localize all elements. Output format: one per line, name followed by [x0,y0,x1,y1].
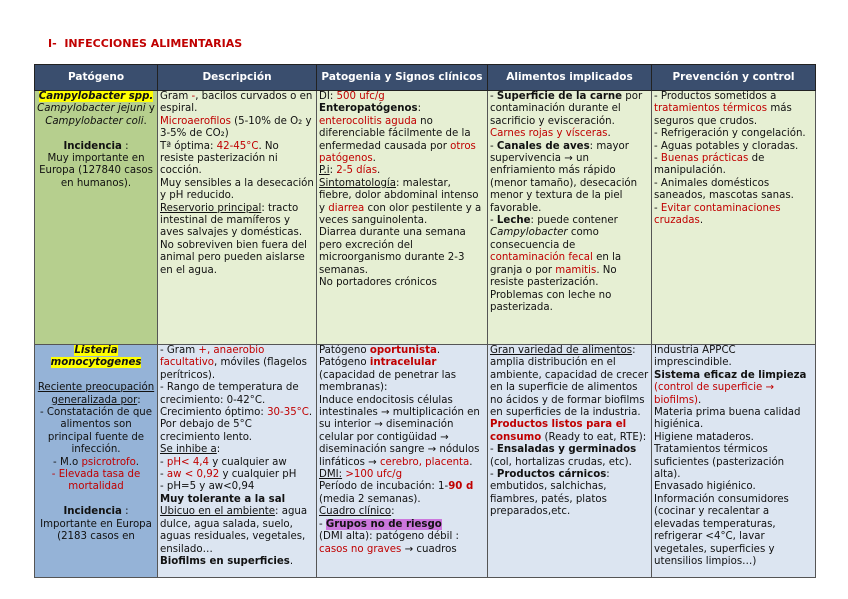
row-campylobacter [35,91,816,345]
desc-text: Ubicuo en el ambiente [160,506,276,518]
desc-text: - pH=5 y aw<0,94 [160,481,255,493]
pato-text: cerebro, placenta [379,456,470,468]
prev-text: Industria APPCC imprescindible. [654,345,736,369]
cell-alim-listeria [488,345,652,578]
prev-text: (control de superficie → biofilms) [654,382,775,406]
species-join: y [145,103,155,115]
pato-text: 2-5 días [336,165,378,177]
header-patogenia: Patogenia y Signos clínicos [317,65,488,91]
cell-pathogen-campylobacter [35,91,158,345]
desc-text: : tracto intestinal de mamíferos y aves salvajes y domésticas. [160,202,303,239]
alim-text: Superficie de la carne [496,91,623,102]
alim-text: por contaminación durante el sacrificio y evisceración. [490,91,643,127]
pato-text: No portadores crónicos [319,277,437,289]
prev-text: Información consumidores (cocinar y recalentar a elevadas temperaturas, refrigerar <4°C, lavar vegetales, superficies y utensilios limpios…) [654,493,789,567]
prev-text: . [697,394,702,406]
pato-text: Grupos no de riesgo [325,518,442,530]
pat-text: : [137,394,141,406]
incidence-label: Incidencia [63,140,122,152]
pato-text: (capacidad de penetrar las membranas): [319,369,457,394]
pato-text: . [436,345,441,356]
desc-text: No sobreviven bien fuera del animal pero pueden aislarse en el agua. [160,239,307,276]
prev-text: Evitar contaminaciones cruzadas [654,202,781,227]
pato-text: casos no graves [319,543,402,555]
pato-text: oportunista [369,345,437,356]
prev-text: . [699,215,704,227]
pathogen-name: Listeria monocytogenes [50,345,142,369]
desc-text: . Por debajo de 5°C crecimiento lento. [160,407,313,443]
pato-text: . [372,153,376,165]
alim-text: Productos cárnicos [496,469,607,481]
title-text: INFECCIONES ALIMENTARIAS [64,37,243,50]
alim-text: mamitis [555,264,597,276]
pato-text: >100 ufc/g [342,469,403,481]
cell-pato-campylobacter [317,91,488,345]
pato-text: Induce endocitosis células intestinales → multiplicación en su interior → diseminación celular por contigüidad → diseminación sangre → nódulos linfáticos → [319,394,480,468]
alim-text: Carnes rojas y vísceras [490,128,608,140]
incidence-label: Incidencia [63,506,122,518]
alim-text: - [490,140,497,152]
cell-pato-listeria [317,345,488,578]
prev-text: - [654,153,661,165]
pato-text: Período de incubación: 1- [319,481,449,493]
cell-desc-listeria [158,345,317,578]
alim-text: : embutidos, salchichas, fiambres, patés, platos preparados,etc. [490,469,610,518]
alim-text: Problemas con leche no pasterizada. [490,289,612,313]
pato-text: 90 d [448,481,474,493]
pato-text: : malestar, fiebre, dolor abdominal intenso y [319,177,479,214]
desc-text: 30-35°C [267,407,309,419]
alim-text: (Ready to eat, RTE): [541,431,647,443]
pato-text: → cuadros [401,543,457,555]
desc-text: Biofilms en superficies [160,555,290,567]
pathogen-name: Campylobacter spp. [38,91,154,102]
pato-text: : [417,103,422,115]
alim-text: : amplia distribución en el ambiente, capacidad de crecer en la superficie de alimentos no ácidos y de formar biofilms en superficies de la industria. [490,345,649,419]
desc-text: - Rango de temperatura de crecimiento: 0-42°C. [160,382,299,406]
alim-text: Gran variedad de alimentos [490,345,633,356]
pato-text: 500 ufc/g [336,91,385,102]
desc-text: - [191,91,196,102]
pato-text: . [377,165,381,177]
pato-text: otros patógenos [319,140,476,165]
alim-text: - [490,215,497,227]
pat-text: . [135,456,139,468]
desc-text: (5-10% de O₂ y 3-5% de CO₂) [160,115,312,140]
prev-text: - [654,202,661,214]
cell-prev-campylobacter [652,91,816,345]
alim-text: . [607,128,611,140]
prev-text: - Refrigeración y congelación. [654,128,806,140]
pato-text: con olor pestilente y a veces sanguinolenta. [319,202,482,227]
alim-text: : puede contener [530,215,618,227]
pat-text: - M.o [53,456,82,468]
desc-text: pH< 4,4 [166,456,210,468]
desc-text: . No resiste pasterización ni cocción. [160,140,279,177]
species-1: Campylobacter jejuni [37,103,146,115]
alim-text: : mayor supervivencia → un enfriamiento más rápido (menor tamaño), desecación menor y textura de la piel favorable. [490,140,638,214]
alim-text: Productos listos para el consumo [490,419,627,443]
desc-text: : [216,444,221,456]
desc-text: +, anaerobio facultativo [160,345,265,369]
pato-text: P.i [319,165,330,177]
pat-text: - Constatación de que alimentos son principal fuente de infección. [39,407,153,456]
desc-text: - Gram [160,345,199,356]
pato-text: (DMI alta): patógeno débil : [319,531,459,543]
desc-text: Crecimiento óptimo: [160,407,268,419]
row-listeria [35,345,816,578]
pato-text: Sintomatología [319,177,396,189]
pat-text: - Elevada tasa de mortalidad [51,469,141,493]
desc-text: : agua dulce, agua salada, suelo, aguas residuales, vegetales, ensilado… [160,506,308,555]
prev-text: Tratamientos térmicos suficientes (pasterización alta). [654,444,785,481]
alim-text: Campylobacter [490,227,568,239]
pato-text: Enteropatógenos [319,103,418,115]
cell-desc-campylobacter [158,91,317,345]
pato-text: - [319,518,326,530]
header-prevencion: Prevención y control [652,65,816,91]
pato-text: intracelular [369,357,437,369]
alim-text: (col, hortalizas crudas, etc). [490,456,632,468]
incidence-text: Importante en Europa (2183 casos en [40,518,152,543]
prev-text: Envasado higiénico. [654,481,756,493]
incidence-colon: : [121,140,129,152]
header-patogeno: Patógeno [35,65,158,91]
infections-table [34,64,816,578]
prev-text: - Animales domésticos saneados, mascotas sanas. [654,177,794,202]
prev-text: tratamientos térmicos [654,103,768,115]
pato-text: DI: [319,91,337,102]
title-number: I- [48,37,57,50]
alim-text: - [490,444,497,456]
pato-text: Cuadro clínico [319,506,392,518]
pato-text: (media 2 semanas). [319,493,421,505]
desc-text: y cualquier pH [219,469,297,481]
pato-text: Diarrea durante una semana pero excreción del microorganismo durante 2-3 semanas. [319,227,466,276]
desc-text: , bacilos curvados o en espiral. [160,91,313,115]
prev-text: Sistema eficaz de limpieza [654,369,807,381]
desc-text: Reservorio principal [160,202,262,214]
pato-text: no diferenciable fácilmente de la enfermedad causada por [319,115,471,152]
cell-prev-listeria [652,345,816,578]
species-dot: . [143,115,147,127]
alim-text: - [490,469,497,481]
prev-text: Higiene mataderos. [654,431,754,443]
alim-text: . No resiste pasterización. [490,264,617,289]
desc-text: Gram [160,91,192,102]
pat-text: psicrotrofo [81,456,136,468]
desc-text: - [160,469,167,481]
prev-text: más seguros que crudos. [654,103,792,127]
header-alimentos: Alimentos implicados [488,65,652,91]
alim-text: - [490,91,497,102]
incidence-colon: : [121,506,129,518]
desc-text: y cualquier aw [209,456,287,468]
prev-text: Buenas prácticas [660,153,749,165]
desc-text: aw < 0,92 [166,469,220,481]
pato-text: Patógeno [319,345,370,356]
alim-text: en la granja o por [490,252,622,276]
pato-text: DMI: [319,469,343,481]
alim-text: Ensaladas y germinados [496,444,637,456]
header-descripcion: Descripción [158,65,317,91]
pato-text: Patógeno [319,357,370,369]
alim-text: contaminación fecal [490,252,593,264]
incidence-text: Muy importante en Europa (127840 casos en humanos). [39,153,153,189]
desc-text: Microaerofilos [160,115,231,127]
desc-text: . [289,555,294,567]
prev-text: - Aguas potables y cloradas. [654,140,799,152]
prev-text: - Productos sometidos a [654,91,777,102]
pat-text: Reciente preocupación generalizada por [37,382,155,406]
species-2: Campylobacter coli [45,115,144,127]
prev-text: Materia prima buena calidad higiénica. [654,407,801,431]
pato-text: . [469,456,473,468]
pato-text: : [329,165,337,177]
cell-pathogen-listeria [35,345,158,578]
alim-text: Canales de aves [496,140,590,152]
page-title [48,37,242,50]
alim-text: como consecuencia de [490,227,599,251]
pato-text: enterocolitis aguda [319,115,417,127]
alim-text: Leche [496,215,531,227]
desc-text: Se inhibe a [160,444,217,456]
cell-alim-campylobacter [488,91,652,345]
pato-text: diarrea [328,202,365,214]
desc-text: Muy tolerante a la sal [160,493,286,505]
pato-text: : [391,506,395,518]
desc-text: , móviles (flagelos perítricos). [160,357,307,381]
desc-text: Tª óptima: [160,140,217,152]
desc-text: 42-45°C [216,140,259,152]
desc-text: Muy sensibles a la desecación y pH reducido. [160,177,314,202]
prev-text: de manipulación. [654,153,765,177]
desc-text: - [160,456,167,468]
header-row [35,65,816,91]
